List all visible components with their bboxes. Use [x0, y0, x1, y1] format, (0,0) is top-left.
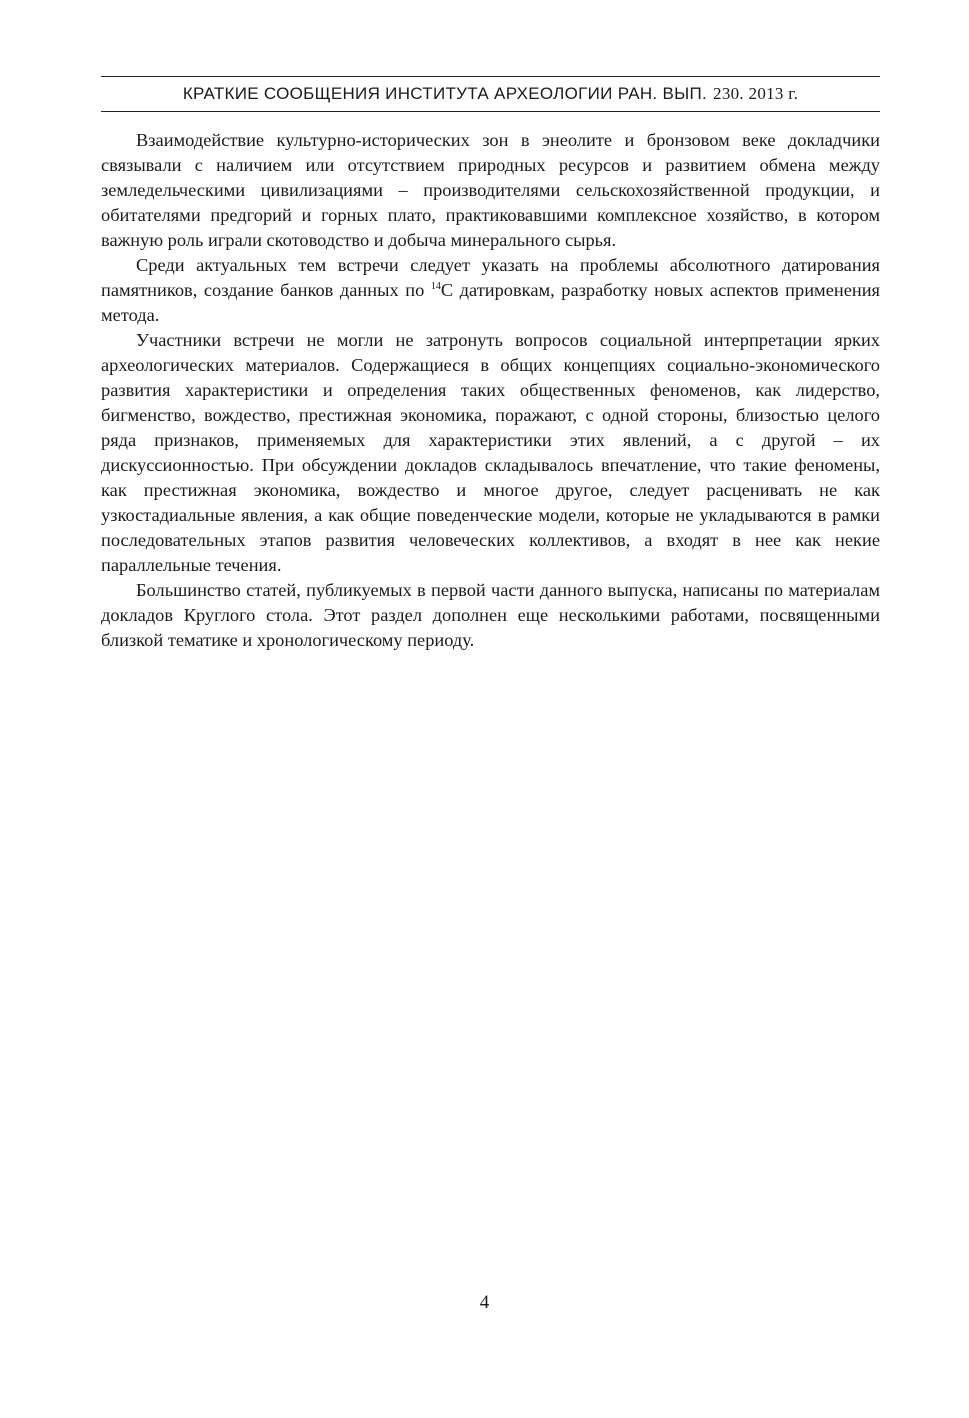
issue-year: 230. 2013 г. — [713, 84, 799, 103]
superscript: 14 — [430, 280, 441, 292]
paragraph: Участники встречи не могли не затронуть вопросов социальной интерпретации ярких археологических материалов. Содержащиеся в общих концепциях социально-экономического развития характеристики и определения таких общественных феноменов, как лидерство, бигменство, вождество, престижная экономика, поражают, с одной стороны, близостью целого ряда признаков, применяемых для характеристики этих явлений, а с другой – их дискуссионностью. При обсуждении докладов складывалось впечатление, что такие феномены, как престижная экономика, вождество и многое другое, следует расценивать не как узкостадиальные явления, а как общие поведенческие модели, которые не укладываются в рамки последовательных этапов развития человеческих коллективов, а входят в нее как некие параллельные течения. — [101, 330, 880, 575]
paragraph-text: Среди актуальных тем встречи следует указать на проблемы абсолютного датирования памятников, создание банков данных по — [101, 255, 880, 300]
paragraph: Большинство статей, публикуемых в первой части данного выпуска, написаны по материалам докладов Круглого стола. Этот раздел дополнен еще несколькими работами, посвященными близкой тематике и хронологическому периоду. — [101, 580, 880, 650]
running-header — [101, 76, 880, 112]
body-text — [101, 128, 880, 653]
paragraph: Взаимодействие культурно-исторических зон в энеолите и бронзовом веке докладчики связывали с наличием или отсутствием природных ресурсов и развитием обмена между земледельческими цивилизациями – производителями сельскохозяйственной продукции, и обитателями предгорий и горных плато, практиковавшими комплексное хозяйство, в котором важную роль играли скотоводство и добыча минерального сырья. — [101, 130, 880, 250]
journal-title: КРАТКИЕ СООБЩЕНИЯ ИНСТИТУТА АРХЕОЛОГИИ РАН. ВЫП. — [182, 84, 708, 103]
paragraph-text: С датировкам, разработку новых аспектов применения метода. — [101, 280, 880, 325]
page-number: 4 — [479, 1292, 490, 1313]
paragraph — [101, 253, 880, 328]
